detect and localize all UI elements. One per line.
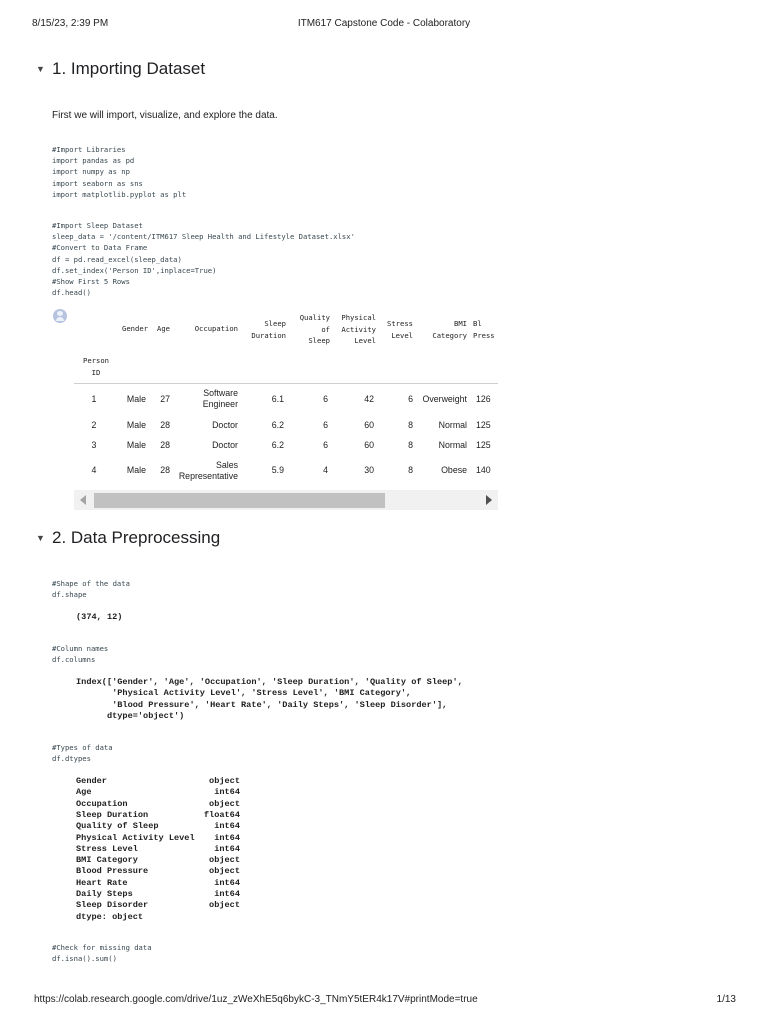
cell: 8 <box>408 420 413 430</box>
dtype-name: Occupation <box>76 798 128 809</box>
dtype-row <box>76 833 240 844</box>
cell: Male <box>126 420 146 430</box>
cell: 42 <box>364 394 374 404</box>
output-shape: (374, 12) <box>76 612 123 622</box>
code-cell-dtypes[interactable]: #Types of data df.dtypes <box>52 743 113 764</box>
cell: Sales Representative <box>178 460 238 481</box>
dtype-row <box>76 799 240 810</box>
code-cell-import-dataset[interactable]: #Import Sleep Dataset sleep_data = '/content/ITM617 Sleep Health and Lifestyle Dataset.xlsx' #Convert to Data Frame df = pd.read_excel(sleep_data) df.set_index('Person ID',inplace=True) #Show First 5 Rows df.head() <box>52 221 355 298</box>
print-title: ITM617 Capstone Code - Colaboratory <box>297 18 471 29</box>
cell: 8 <box>408 465 413 475</box>
caret-down-icon[interactable]: ▼ <box>36 533 45 543</box>
cell: 4 <box>323 465 328 475</box>
cell: 126 <box>476 394 491 404</box>
dtype-row <box>76 889 240 900</box>
dtype-value: int64 <box>214 843 240 854</box>
print-footer <box>0 994 768 1008</box>
cell: 60 <box>364 420 374 430</box>
dtypes-footer: dtype: object <box>76 911 144 922</box>
dtype-name: Blood Pressure <box>76 866 149 877</box>
section-title: 1. Importing Dataset <box>52 59 206 78</box>
dtype-value: float64 <box>203 809 240 820</box>
page-url: https://colab.research.google.com/drive/1uz_zWeXhE5q6bykC-3_TNmY5tER4k17V#printMode=true <box>34 994 478 1005</box>
cell: Normal <box>438 420 467 430</box>
dtype-name: BMI Category <box>76 855 138 866</box>
dtype-value: int64 <box>214 787 240 798</box>
dtype-name: Sleep Disorder <box>76 900 149 911</box>
dtype-value: object <box>209 798 240 809</box>
cell: Male <box>126 440 146 450</box>
column-header: Stress Level <box>387 319 413 340</box>
cell: 140 <box>476 465 491 475</box>
dtype-row <box>76 776 240 787</box>
section-header-data-preprocessing[interactable] <box>36 528 220 548</box>
column-header: Quality of Sleep <box>299 313 330 345</box>
dtype-name: Heart Rate <box>76 877 128 888</box>
code-cell-import-libraries[interactable]: #Import Libraries import pandas as pd import numpy as np import seaborn as sns import matplotlib.pyplot as plt <box>52 145 187 199</box>
dtype-value: int64 <box>214 832 240 843</box>
dtype-row <box>76 866 240 877</box>
cell: 27 <box>160 394 170 404</box>
cell: 28 <box>160 465 170 475</box>
scroll-left-icon[interactable] <box>80 495 86 505</box>
dtype-name: Stress Level <box>76 843 138 854</box>
row-index: 3 <box>91 440 97 450</box>
column-header: Sleep Duration <box>251 319 286 340</box>
column-header: Physical Activity Level <box>341 313 376 345</box>
dtype-value: object <box>209 855 240 866</box>
cell: 6.1 <box>271 394 284 404</box>
cell: 6 <box>408 394 413 404</box>
cell: Male <box>126 394 146 404</box>
dtype-row <box>76 821 240 832</box>
cell: 60 <box>364 440 374 450</box>
dtype-row <box>76 787 240 798</box>
cell: 125 <box>476 420 491 430</box>
row-index: 2 <box>91 420 97 430</box>
dtype-row <box>76 810 240 821</box>
cell: 28 <box>160 440 170 450</box>
horizontal-scrollbar[interactable] <box>74 490 498 510</box>
scrollbar-thumb[interactable] <box>94 493 385 508</box>
dtype-value: object <box>209 900 240 911</box>
cell: 6 <box>323 394 328 404</box>
dtype-value: object <box>209 866 240 877</box>
header-divider <box>74 383 498 384</box>
cell: 6 <box>323 420 328 430</box>
column-header: BMI Category <box>432 319 467 340</box>
section-title: 2. Data Preprocessing <box>52 528 221 547</box>
column-header: Occupation <box>194 324 238 333</box>
dtype-name: Physical Activity Level <box>76 832 195 843</box>
dtype-value: int64 <box>214 889 240 899</box>
cell: 8 <box>408 440 413 450</box>
cell: 28 <box>160 420 170 430</box>
dtype-name: Gender <box>76 776 107 786</box>
column-header: Gender <box>122 324 148 333</box>
cell: Doctor <box>212 420 238 430</box>
cell: Normal <box>438 440 467 450</box>
dtype-value: object <box>209 776 240 786</box>
row-index: 4 <box>91 465 97 475</box>
scroll-right-icon[interactable] <box>486 495 492 505</box>
index-header: Person ID <box>83 356 109 377</box>
cell: Male <box>126 465 146 475</box>
row-index: 1 <box>91 394 97 404</box>
cell: Doctor <box>212 440 238 450</box>
user-avatar-icon <box>53 309 67 323</box>
section-header-importing-dataset[interactable] <box>36 59 205 79</box>
cell: Software Engineer <box>202 388 238 409</box>
cell: 5.9 <box>271 465 284 475</box>
cell: Overweight <box>422 394 467 404</box>
dtype-row <box>76 900 240 911</box>
dtype-row <box>76 844 240 855</box>
code-cell-shape[interactable]: #Shape of the data df.shape <box>52 579 130 600</box>
print-header <box>0 18 768 32</box>
code-cell-columns[interactable]: #Column names df.columns <box>52 644 109 665</box>
code-cell-missing-data[interactable]: #Check for missing data df.isna().sum() <box>52 943 152 964</box>
page-number: 1/13 <box>716 994 736 1005</box>
dtype-name: Daily Steps <box>76 889 133 899</box>
print-datetime: 8/15/23, 2:39 PM <box>32 18 109 29</box>
cell: 125 <box>476 440 491 450</box>
dataframe-table <box>74 305 498 510</box>
cell: Obese <box>441 465 467 475</box>
dtype-value: int64 <box>214 877 240 888</box>
cell: 6.2 <box>271 440 284 450</box>
dtype-name: Sleep Duration <box>76 809 149 820</box>
output-columns: Index(['Gender', 'Age', 'Occupation', 'Sleep Duration', 'Quality of Sleep', 'Physical Activity Level', 'Stress Level', 'BMI Category', 'Blood Pressure', 'Heart Rate', 'Daily Steps', 'Sleep Disorder'], dtype='object') <box>76 677 463 721</box>
cell: 30 <box>364 465 374 475</box>
dtype-name: Age <box>76 787 92 798</box>
caret-down-icon[interactable]: ▼ <box>36 64 45 74</box>
markdown-intro: First we will import, visualize, and explore the data. <box>52 110 278 121</box>
column-header: Bl Press <box>473 319 495 340</box>
dtype-name: Quality of Sleep <box>76 821 159 832</box>
column-header: Age <box>157 324 170 333</box>
dtype-value: int64 <box>214 821 240 832</box>
dtype-row <box>76 878 240 889</box>
cell: 6 <box>323 440 328 450</box>
cell: 6.2 <box>271 420 284 430</box>
dtype-row <box>76 855 240 866</box>
